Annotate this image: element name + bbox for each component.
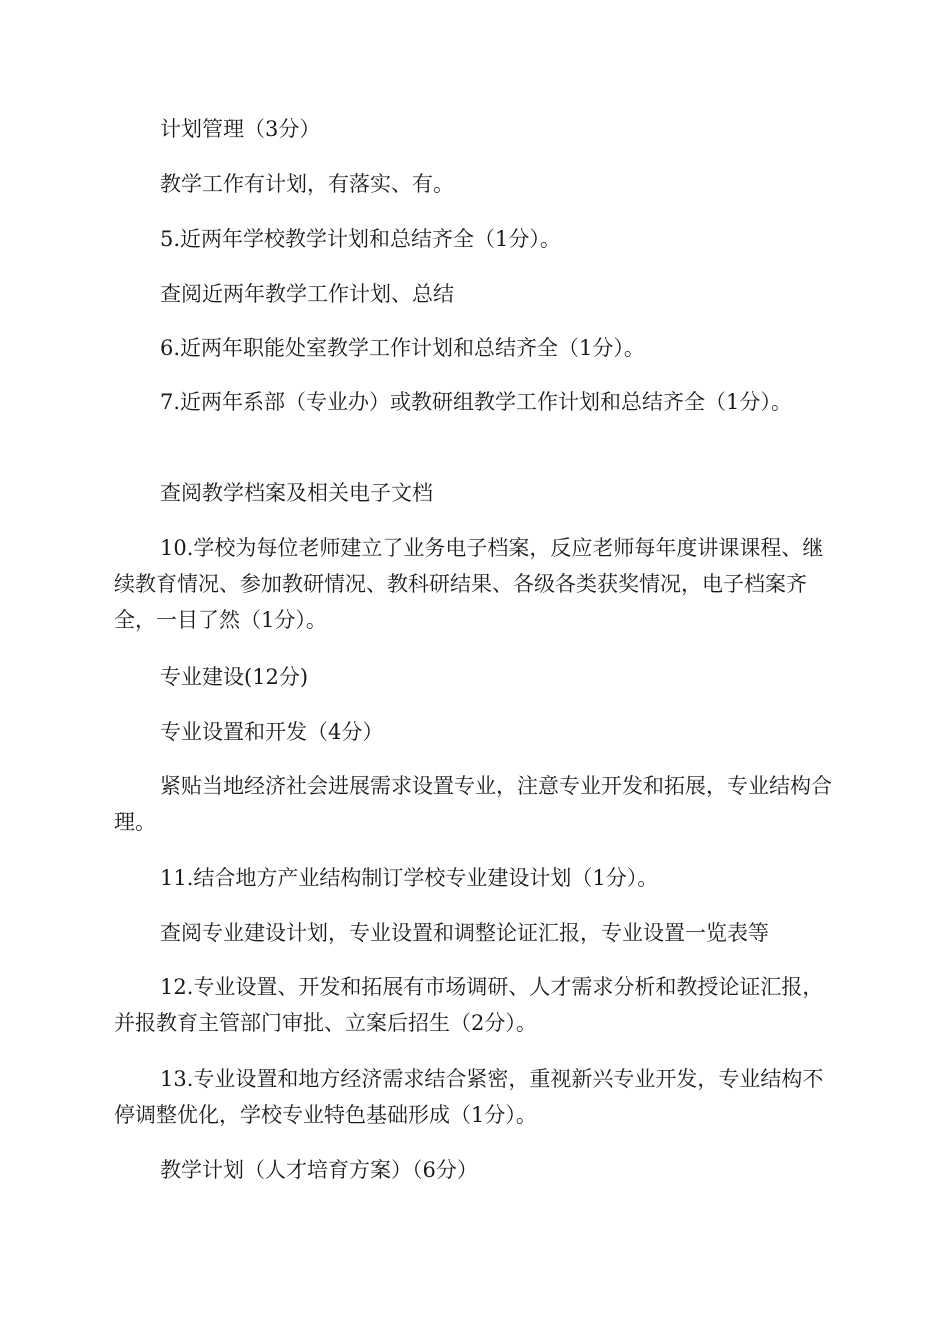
paragraph: 紧贴当地经济社会进展需求设置专业，注意专业开发和拓展，专业结构合理。 [114, 774, 832, 834]
list-item-10: 10.学校为每位老师建立了业务电子档案，反应老师每年度讲课课程、继续教育情况、参加教研情况、教科研结果、各级各类获奖情况，电子档案齐全，一目了然（1分）。 [114, 536, 824, 632]
list-item-11: 11.结合地方产业结构制订学校专业建设计划（1分）。 [160, 866, 659, 890]
list-item-5: 5.近两年学校教学计划和总结齐全（1分）。 [160, 227, 561, 251]
subsection-heading-teaching-plan: 教学计划（人才培育方案）（6分） [160, 1158, 478, 1182]
list-item-12: 12.专业设置、开发和拓展有市场调研、人才需求分析和教授论证汇报，并报教育主管部门审批、立案后招生（2分）。 [114, 975, 824, 1035]
section-heading-plan-management: 计划管理（3分） [160, 117, 321, 141]
paragraph: 查阅专业建设计划，专业设置和调整论证汇报，专业设置一览表等 [160, 921, 769, 945]
subsection-heading-specialty-setup: 专业设置和开发（4分） [160, 720, 384, 744]
paragraph: 查阅近两年教学工作计划、总结 [160, 282, 454, 306]
list-item-6: 6.近两年职能处室教学工作计划和总结齐全（1分）。 [160, 336, 645, 360]
list-item-13: 13.专业设置和地方经济需求结合紧密，重视新兴专业开发，专业结构不停调整优化，学校专业特色基础形成（1分）。 [114, 1067, 824, 1127]
paragraph: 教学工作有计划，有落实、有。 [160, 172, 454, 196]
paragraph: 查阅教学档案及相关电子文档 [160, 481, 433, 505]
section-heading-specialty-construction: 专业建设(12分) [160, 665, 309, 689]
list-item-7: 7.近两年系部（专业办）或教研组教学工作计划和总结齐全（1分）。 [160, 390, 792, 414]
